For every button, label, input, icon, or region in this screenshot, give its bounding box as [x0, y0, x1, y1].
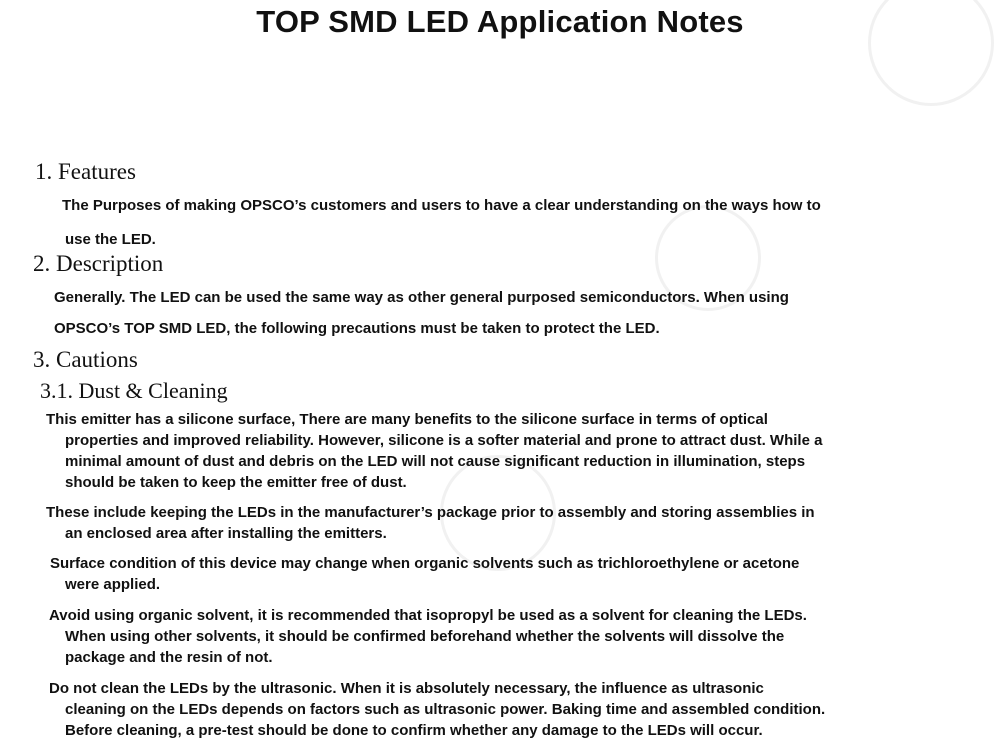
text-line: Before cleaning, a pre-test should be done to confirm whether any damage to the LEDs will occur. [65, 722, 763, 739]
text-line: minimal amount of dust and debris on the LED will not cause significant reduction in illumination, steps [65, 453, 806, 470]
text-line: These include keeping the LEDs in the manufacturer’s package prior to assembly and storing assemblies in [46, 504, 815, 521]
dust-cleaning-paragraph-4 [49, 605, 807, 668]
page-title: TOP SMD LED Application Notes [256, 4, 744, 39]
text-line: When using other solvents, it should be confirmed beforehand whether the solvents will dissolve the [65, 628, 785, 645]
dust-cleaning-paragraph-5 [49, 678, 825, 741]
section-heading-features: 1. Features [35, 159, 136, 184]
text-line: properties and improved reliability. However, silicone is a softer material and prone to attract dust. While a [65, 432, 823, 449]
text-line: OPSCO’s TOP SMD LED, the following precautions must be taken to protect the LED. [54, 320, 660, 337]
text-line: cleaning on the LEDs depends on factors such as ultrasonic power. Baking time and assembled condition. [65, 701, 826, 718]
description-paragraph [54, 282, 789, 344]
section-heading-cautions: 3. Cautions [33, 347, 138, 372]
text-line: package and the resin of not. [65, 649, 273, 666]
text-line: were applied. [65, 576, 161, 593]
dust-cleaning-paragraph-2 [46, 502, 815, 544]
dust-cleaning-paragraph-1 [46, 409, 822, 493]
dust-cleaning-paragraph-3 [50, 553, 799, 595]
text-line: Generally. The LED can be used the same way as other general purposed semiconductors. When using [54, 289, 789, 306]
text-line: an enclosed area after installing the emitters. [65, 525, 387, 542]
text-line: Do not clean the LEDs by the ultrasonic. When it is absolutely necessary, the influence as ultrasonic [49, 680, 764, 697]
subsection-heading-dust-cleaning: 3.1. Dust & Cleaning [40, 378, 228, 403]
text-line: Avoid using organic solvent, it is recommended that isopropyl be used as a solvent for cleaning the LEDs. [49, 607, 807, 624]
text-line: use the LED. [65, 231, 156, 248]
text-line: This emitter has a silicone surface, There are many benefits to the silicone surface in terms of optical [46, 411, 768, 428]
section-heading-description: 2. Description [33, 251, 164, 276]
text-line: Surface condition of this device may change when organic solvents such as trichloroethylene or acetone [50, 555, 800, 572]
features-paragraph [62, 189, 821, 257]
text-line: should be taken to keep the emitter free of dust. [65, 474, 407, 491]
text-line: The Purposes of making OPSCO’s customers and users to have a clear understanding on the ways how to [62, 197, 821, 214]
